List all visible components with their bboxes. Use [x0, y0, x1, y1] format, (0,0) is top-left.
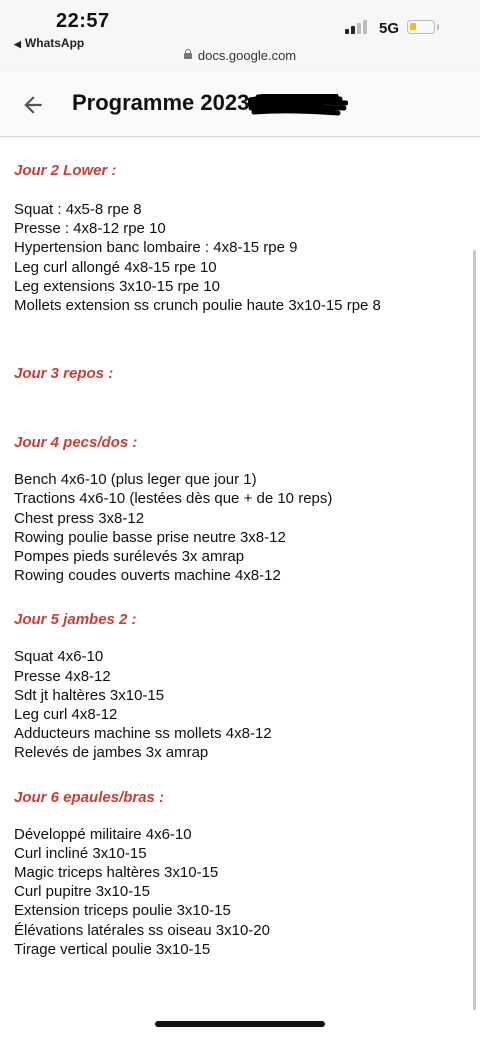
section-heading: Jour 5 jambes 2 :: [14, 611, 137, 629]
section-heading: Jour 6 epaules/bras :: [14, 788, 165, 806]
exercise-line: Leg extensions 3x10-15 rpe 10: [14, 277, 220, 295]
exercise-line: Leg curl allongé 4x8-15 rpe 10: [14, 258, 217, 276]
battery-icon: [407, 20, 435, 34]
doc-body: [14, 156, 464, 959]
exercise-line: Sdt jt haltères 3x10-15: [14, 686, 165, 704]
exercise-line: Leg curl 4x8-12: [14, 706, 118, 724]
exercise-line: Curl incliné 3x10-15: [14, 844, 147, 862]
exercise-line: Bench 4x6-10 (plus leger que jour 1): [14, 471, 257, 489]
exercise-line: Relevés de jambes 3x amrap: [14, 744, 209, 762]
section-heading: Jour 2 Lower :: [14, 162, 117, 179]
exercise-line: Rowing coudes ouverts machine 4x8-12: [14, 567, 281, 585]
exercise-line: Développé militaire 4x6-10: [14, 825, 192, 843]
exercise-line: Hypertension banc lombaire : 4x8-15 rpe 9: [14, 239, 298, 257]
signal-bars-icon: [345, 20, 371, 34]
exercise-line: Tirage vertical poulie 3x10-15: [14, 940, 211, 958]
arrow-left-icon[interactable]: [20, 92, 46, 118]
back-app-label: WhatsApp: [24, 36, 85, 50]
exercise-line: Presse 4x8-12: [14, 667, 111, 685]
exercise-line: Squat : 4x5-8 rpe 8: [14, 201, 142, 218]
back-triangle-icon: ◀: [14, 39, 21, 49]
exercise-line: Presse : 4x8-12 rpe 10: [14, 220, 166, 238]
clock: 22:57: [56, 10, 110, 32]
network-label: 5G: [379, 20, 400, 37]
exercise-line: Mollets extension ss crunch poulie haute 3x10-15 rpe 8: [14, 297, 381, 315]
exercise-line: Magic triceps haltères 3x10-15: [14, 864, 219, 882]
exercise-line: Tractions 4x6-10 (lestées dès que + de 10 reps): [14, 490, 333, 508]
doc-app-bar: [0, 72, 480, 137]
home-indicator[interactable]: [155, 1021, 325, 1027]
url-text: docs.google.com: [197, 48, 297, 63]
redaction-scribble: [248, 94, 348, 116]
status-bar: [0, 0, 480, 72]
exercise-line: Adducteurs machine ss mollets 4x8-12: [14, 725, 272, 743]
url-bar[interactable]: [0, 48, 480, 63]
exercise-line: Curl pupitre 3x10-15: [14, 883, 150, 901]
doc-title: Programme 2023: [72, 90, 250, 115]
section-heading: Jour 3 repos :: [14, 365, 114, 383]
battery-fill: [410, 23, 416, 30]
exercise-line: Extension triceps poulie 3x10-15: [14, 902, 231, 920]
section-heading: Jour 4 pecs/dos :: [14, 434, 138, 452]
exercise-line: Rowing poulie basse prise neutre 3x8-12: [14, 528, 286, 546]
battery-nub: [437, 24, 439, 30]
exercise-line: Pompes pieds surélevés 3x amrap: [14, 548, 245, 566]
scrollbar[interactable]: [473, 250, 476, 1010]
exercise-line: Squat 4x6-10: [14, 648, 104, 666]
lock-icon: [184, 53, 192, 59]
exercise-line: Élévations latérales ss oiseau 3x10-20: [14, 921, 270, 939]
exercise-line: Chest press 3x8-12: [14, 509, 145, 527]
